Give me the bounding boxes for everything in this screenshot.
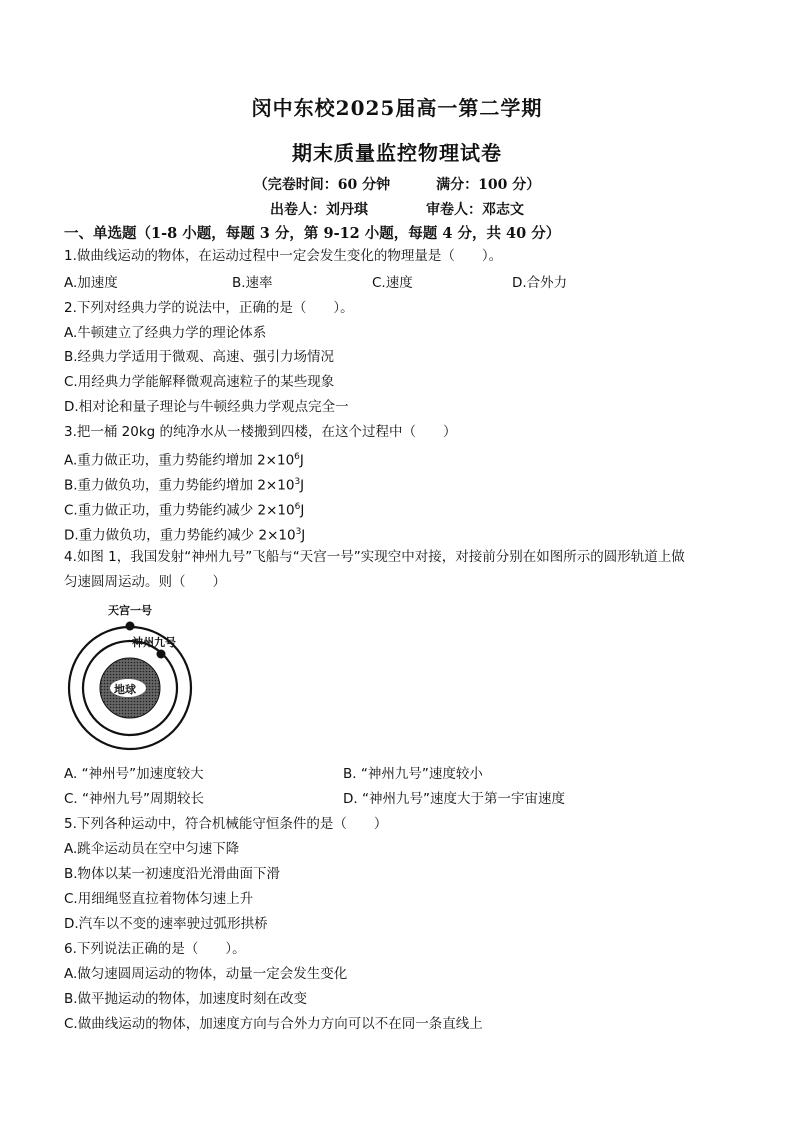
- q2-option-a: A.牛顿建立了经典力学的理论体系: [64, 325, 267, 341]
- q3-option-c: C.重力做正功，重力势能约减少 $2\times 10^6J$: [64, 502, 305, 519]
- exam-score: 满分：100 分）: [436, 177, 541, 193]
- q6-stem: 6.下列说法正确的是（ ）。: [64, 941, 246, 957]
- exam-title-line2: 期末质量监控物理试卷: [292, 141, 502, 165]
- label-earth: 地球: [114, 683, 136, 696]
- exam-meta: [0, 174, 794, 194]
- q2-option-d: D.相对论和量子理论与牛顿经典力学观点完全一: [64, 399, 349, 415]
- q4-option-a: A. “神州号”加速度较大: [64, 766, 204, 782]
- q6-option-c: C.做曲线运动的物体，加速度方向与合外力方向可以不在同一条直线上: [64, 1016, 483, 1032]
- q3-option-a: A.重力做正功，重力势能约增加 $2\times 10^6J$: [64, 452, 304, 469]
- exam-reviewer: 审卷人：邓志文: [426, 202, 524, 218]
- section-heading: 一、单选题（1-8 小题，每题 3 分，第 9-12 小题，每题 4 分，共 40 分）: [64, 225, 561, 242]
- q5-option-d: D.汽车以不变的速率驶过弧形拱桥: [64, 916, 268, 932]
- q3-stem: 3.把一桶 20kg 的纯净水从一楼搬到四楼，在这个过程中（ ）: [64, 424, 457, 440]
- label-tiangong: 天宫一号: [108, 604, 152, 617]
- q1-option-c: C.速度: [372, 275, 413, 291]
- q2-option-c: C.用经典力学能解释微观高速粒子的某些现象: [64, 374, 335, 390]
- q1-stem: 1.做曲线运动的物体，在运动过程中一定会发生变化的物理量是（ ）。: [64, 248, 503, 264]
- q4-stem-line2: 匀速圆周运动。则（ ）: [64, 574, 226, 590]
- q4-option-b: B. “神州九号”速度较小: [343, 766, 483, 782]
- shenzhou-marker: [157, 650, 166, 659]
- q3-option-d: D.重力做负功，重力势能约减少 $2\times 10^3J$: [64, 527, 306, 544]
- q2-stem: 2.下列对经典力学的说法中，正确的是（ ）。: [64, 300, 354, 316]
- q1-option-d: D.合外力: [512, 275, 568, 291]
- q2-option-b: B.经典力学适用于微观、高速、强引力场情况: [64, 349, 335, 365]
- q5-option-b: B.物体以某一初速度沿光滑曲面下滑: [64, 866, 281, 882]
- q6-option-b: B.做平抛运动的物体，加速度时刻在改变: [64, 991, 308, 1007]
- q4-option-c: C. “神州九号”周期较长: [64, 791, 204, 807]
- q3-option-b: B.重力做负功，重力势能约增加 $2\times 10^3J$: [64, 477, 305, 494]
- q4-option-d: D. “神州九号”速度大于第一宇宙速度: [343, 791, 565, 807]
- q5-stem: 5.下列各种运动中，符合机械能守恒条件的是（ ）: [64, 816, 388, 832]
- orbit-figure: [64, 598, 214, 758]
- exam-title-line1: 闵中东校2025届高一第二学期: [251, 96, 543, 120]
- q1-option-b: B.速率: [232, 275, 273, 291]
- tiangong-marker: [126, 622, 135, 631]
- exam-time: （完卷时间：60 分钟: [253, 177, 391, 193]
- q5-option-a: A.跳伞运动员在空中匀速下降: [64, 841, 240, 857]
- exam-authors: [0, 199, 794, 219]
- label-shenzhou: 神州九号: [132, 636, 176, 649]
- q1-option-a: A.加速度: [64, 275, 118, 291]
- q6-option-a: A.做匀速圆周运动的物体，动量一定会发生变化: [64, 966, 348, 982]
- orbit-diagram: [64, 598, 214, 758]
- q5-option-c: C.用细绳竖直拉着物体匀速上升: [64, 891, 254, 907]
- exam-author: 出卷人：刘丹琪: [270, 202, 368, 218]
- q4-stem-line1: 4.如图 1，我国发射“神州九号”飞船与“天宫一号”实现空中对接，对接前分别在如图所示的圆形轨道上做: [64, 549, 685, 565]
